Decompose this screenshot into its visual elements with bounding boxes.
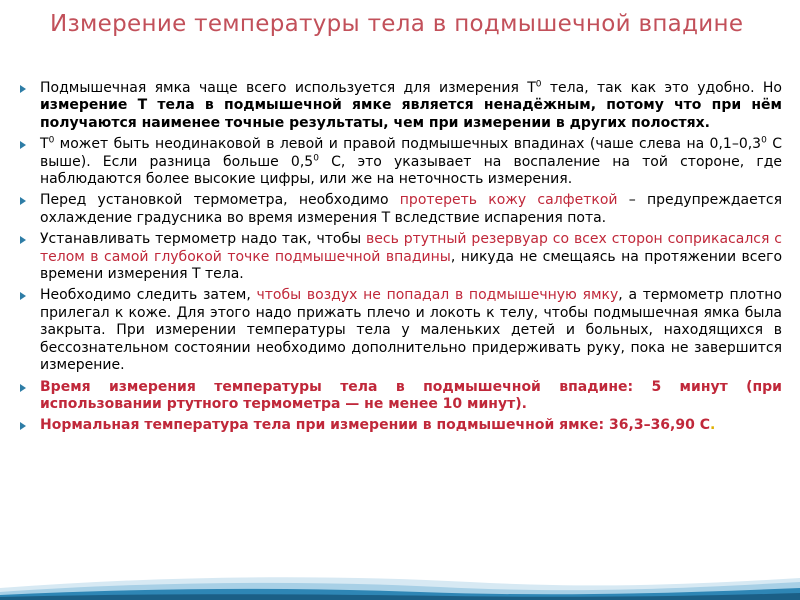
bullet-text-segment: Время измерения температуры тела в подмышечной впадине: 5 минут (при использовании ртутного термометра — не менее 10 минут). <box>40 378 782 412</box>
bullet-item <box>14 231 782 283</box>
bullet-text-segment: чтобы воздух не попадал в подмышечную ямку <box>256 287 619 304</box>
bullet-text-segment: – предупреждается охлаждение градусника во время измерения Т вследствие испарения пота. <box>40 192 782 226</box>
bullet-text-segment: С выше). Если разница больше 0,5 <box>40 136 782 170</box>
bullet-list <box>14 80 782 439</box>
bullet-item <box>14 192 782 227</box>
bullet-text-segment: 0 <box>48 135 55 146</box>
bullet-text-segment: , никуда не смещаясь на протяжении всего времени измерения Т тела. <box>40 248 783 283</box>
bullet-text-segment: Т <box>40 136 49 153</box>
bullet-text-segment: Перед установкой термометра, необходимо <box>40 192 400 209</box>
bullet-item <box>14 80 782 132</box>
bullet-item <box>14 379 782 414</box>
bullet-text-segment: . <box>710 417 716 434</box>
bullet-item <box>14 136 782 188</box>
right-triangle-arrow-icon <box>20 141 26 149</box>
bullet-text-segment: измерение Т тела в подмышечной ямке является ненадёжным, потому что при нём получаются наименее точные результаты, чем при измерении в других полостях. <box>40 97 782 131</box>
right-triangle-arrow-icon <box>20 422 26 430</box>
bullet-text-segment: , а термометр плотно прилегал к коже. Для этого надо прижать плечо и локоть к телу, чтобы подмышечная ямка была закрыта. При измерении температуры тела у маленьких детей и больных, находящихся в бессознательном состоянии необходимо дополнительно придерживать руку, пока не завершится измерение. <box>40 287 782 374</box>
bullet-text-segment: Нормальная температура тела при измерении в подмышечной ямке: 36,3–36,90 С <box>40 417 710 434</box>
bullet-item <box>14 417 782 434</box>
slide-title: Измерение температуры тела в подмышечной впадине <box>50 11 744 37</box>
bullet-text-segment: 0 <box>761 135 767 146</box>
bullet-text-segment: весь ртутный резервуар со всех сторон соприкасался с телом в самой глубокой точке подмышечной впадины <box>40 231 782 265</box>
bullet-text-segment: Необходимо следить затем, <box>40 287 257 304</box>
right-triangle-arrow-icon <box>20 236 26 244</box>
bullet-text-segment: протереть кожу салфеткой <box>399 192 618 209</box>
bullet-text-segment: 0 <box>535 79 542 90</box>
bullet-text-segment: Устанавливать термометр надо так, чтобы <box>40 231 367 248</box>
right-triangle-arrow-icon <box>20 384 26 392</box>
bullet-text-segment: 0 <box>313 152 319 163</box>
bullet-item <box>14 287 782 374</box>
bullet-text-segment: С, это указывает на воспаление на той стороне, где наблюдаются более высокие цифры, или же на неточность измерения. <box>40 153 782 188</box>
bullet-text-segment: Подмышечная ямка чаще всего используется для измерения Т <box>40 80 536 96</box>
right-triangle-arrow-icon <box>20 197 26 205</box>
bullet-text-segment: может быть неодинаковой в левой и правой подмышечных впадинах (чаше слева на 0,1–0,3 <box>54 136 762 153</box>
right-triangle-arrow-icon <box>20 85 26 93</box>
bullet-text-segment: тела, так как это удобно. Но <box>541 80 782 96</box>
right-triangle-arrow-icon <box>20 292 26 300</box>
footer-wave-decoration <box>0 570 800 600</box>
